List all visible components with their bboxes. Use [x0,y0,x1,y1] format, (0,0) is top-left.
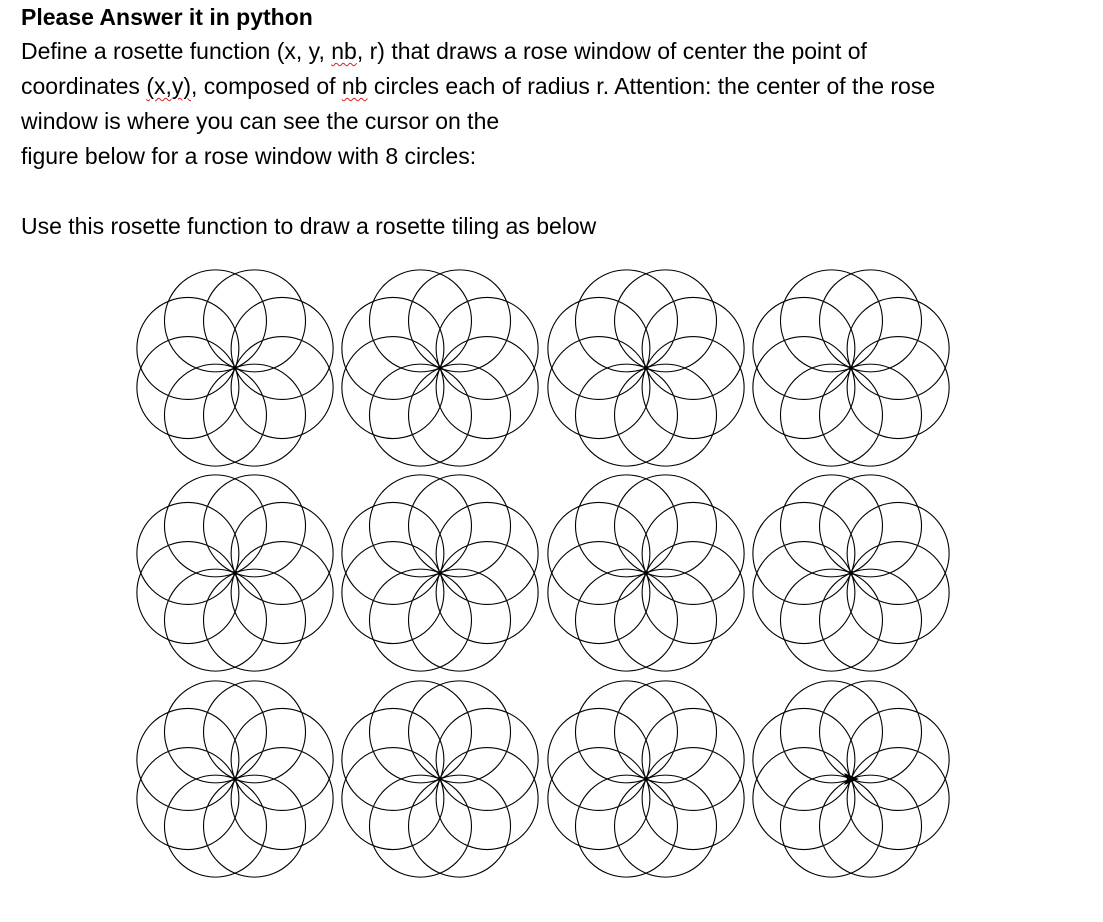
rosette-circle [369,364,471,466]
rosette-circle [369,569,471,671]
rosette-circle [847,337,949,439]
text-segment: , composed of [191,73,342,99]
rosette-circle [575,681,677,783]
rosette-circle [369,475,471,577]
rosette-circle [847,297,949,399]
question-line-1 [21,34,1096,69]
rosette-circle [642,337,744,439]
rosette-circle [642,542,744,644]
rosette-circle [753,708,855,810]
document-body [21,0,1096,244]
rosette-circle [164,475,266,577]
rosette-circle [780,475,882,577]
rosette-circle [548,542,650,644]
question-line-4: figure below for a rose window with 8 circles: [21,143,477,169]
rosette-circle [642,748,744,850]
rosette [342,475,538,671]
rosette-circle [342,337,444,439]
rosette-center-dot [438,366,443,371]
rosette-circle [342,542,444,644]
question-line-2 [21,69,1096,104]
text-segment: , r) that draws a rose window of center the point of [356,38,867,64]
text-segment: coordinates [21,73,147,99]
rosette [342,681,538,877]
rosette-circle [753,297,855,399]
rosette-circle [847,708,949,810]
rosette-circle [137,748,239,850]
rosette-circle [575,569,677,671]
rosette-circle [204,569,306,671]
rosette-circle [231,748,333,850]
rosette-circle [642,708,744,810]
rosette-circle [615,775,717,877]
rosette-circle [820,475,922,577]
rosette-circle [204,775,306,877]
rosette-circle [820,681,922,783]
rosette-circle [780,569,882,671]
spellcheck-word: nb [331,38,357,64]
rosette-circle [575,364,677,466]
rosette-circle [231,502,333,604]
rosette-circle [137,502,239,604]
rosette-circle [436,337,538,439]
text-segment: Define a rosette function (x, y, [21,38,332,64]
rosette [342,270,538,466]
rosette-center-dot [644,366,649,371]
rosette-circle [409,775,511,877]
rosette [548,270,744,466]
rosette-circle [204,475,306,577]
rosette-circle [753,542,855,644]
question-line-5: Use this rosette function to draw a rosette tiling as below [21,213,597,239]
rosette-circle [820,364,922,466]
rosette-circle [436,502,538,604]
rosette-circle [137,337,239,439]
rosette-center-dot [438,571,443,576]
rosette-center-dot [233,777,238,782]
rosette-circle [847,748,949,850]
rosette-circle [204,270,306,372]
rosette-center-dot [644,571,649,576]
rosette [137,475,333,671]
rosette-circle [342,748,444,850]
rosette-circle [231,337,333,439]
rosette-center-dot [233,366,238,371]
rosette-circle [164,775,266,877]
rosette-circle [820,775,922,877]
rosette-circle [204,681,306,783]
rosette-circle [548,708,650,810]
rosette-circle [642,297,744,399]
rosette-circle [753,748,855,850]
spellcheck-word: (x,y) [146,73,192,99]
rosette-circle [137,708,239,810]
rosette-circle [436,297,538,399]
rosette-circle [342,297,444,399]
rosette-circle [137,542,239,644]
rosette [548,681,744,877]
rosette-circle [409,569,511,671]
rosette-circle [820,569,922,671]
rosette-circle [753,502,855,604]
rosette-circle [164,270,266,372]
rosette-circle [369,270,471,372]
rosette-circle [137,297,239,399]
rosette-circle [204,364,306,466]
rosette-circle [436,748,538,850]
rosette-circle [548,337,650,439]
rosette-circle [780,775,882,877]
blank-line [21,174,1096,209]
rosette-circle [847,542,949,644]
rosette-circle [342,502,444,604]
rosette-circle [615,364,717,466]
rosette-circle [436,708,538,810]
rosette-circle [342,708,444,810]
spellcheck-word: nb [341,73,368,99]
rosette-circle [847,502,949,604]
rosette-circle [409,475,511,577]
rosette-circle [164,569,266,671]
rosette-circle [231,297,333,399]
question-heading: Please Answer it in python [21,4,313,30]
rosette-circle [548,748,650,850]
rosette-circle [164,681,266,783]
rosette-center-dot [849,366,854,371]
rosette-circle [409,364,511,466]
rosette-circle [753,337,855,439]
rosette-circle [780,270,882,372]
rosette-center-dot [438,777,443,782]
text-segment: circles each of radius r. Attention: the center of the rose [367,73,936,99]
rosette [137,681,333,877]
rosette-circle [642,502,744,604]
rosette-circle [369,681,471,783]
rosette [137,270,333,466]
rosette [753,475,949,671]
rosette-circle [436,542,538,644]
rosette-circle [780,681,882,783]
rosette-circle [164,364,266,466]
rosette-circle [615,270,717,372]
rosette-circle [780,364,882,466]
rosette-circle [409,681,511,783]
rosette-center-dot [849,571,854,576]
rosette-center-dot [233,571,238,576]
rosette-circle [575,775,677,877]
rosette-center-dot [644,777,649,782]
rosette [548,475,744,671]
rosette-circle [820,270,922,372]
rosette-circle [575,270,677,372]
rosette [753,270,949,466]
rosette-circle [548,502,650,604]
rosette-circle [615,569,717,671]
rosette-circle [409,270,511,372]
rosette [753,681,949,877]
rosette-circle [615,475,717,577]
question-line-3: window is where you can see the cursor on the [21,108,500,134]
rosette-circle [231,542,333,644]
rosette-circle [231,708,333,810]
rosette-circle [615,681,717,783]
rosette-circle [369,775,471,877]
rosette-circle [575,475,677,577]
turtle-cursor-icon [844,773,859,785]
rosette-circle [548,297,650,399]
rosette-tiling-figure [120,250,960,900]
